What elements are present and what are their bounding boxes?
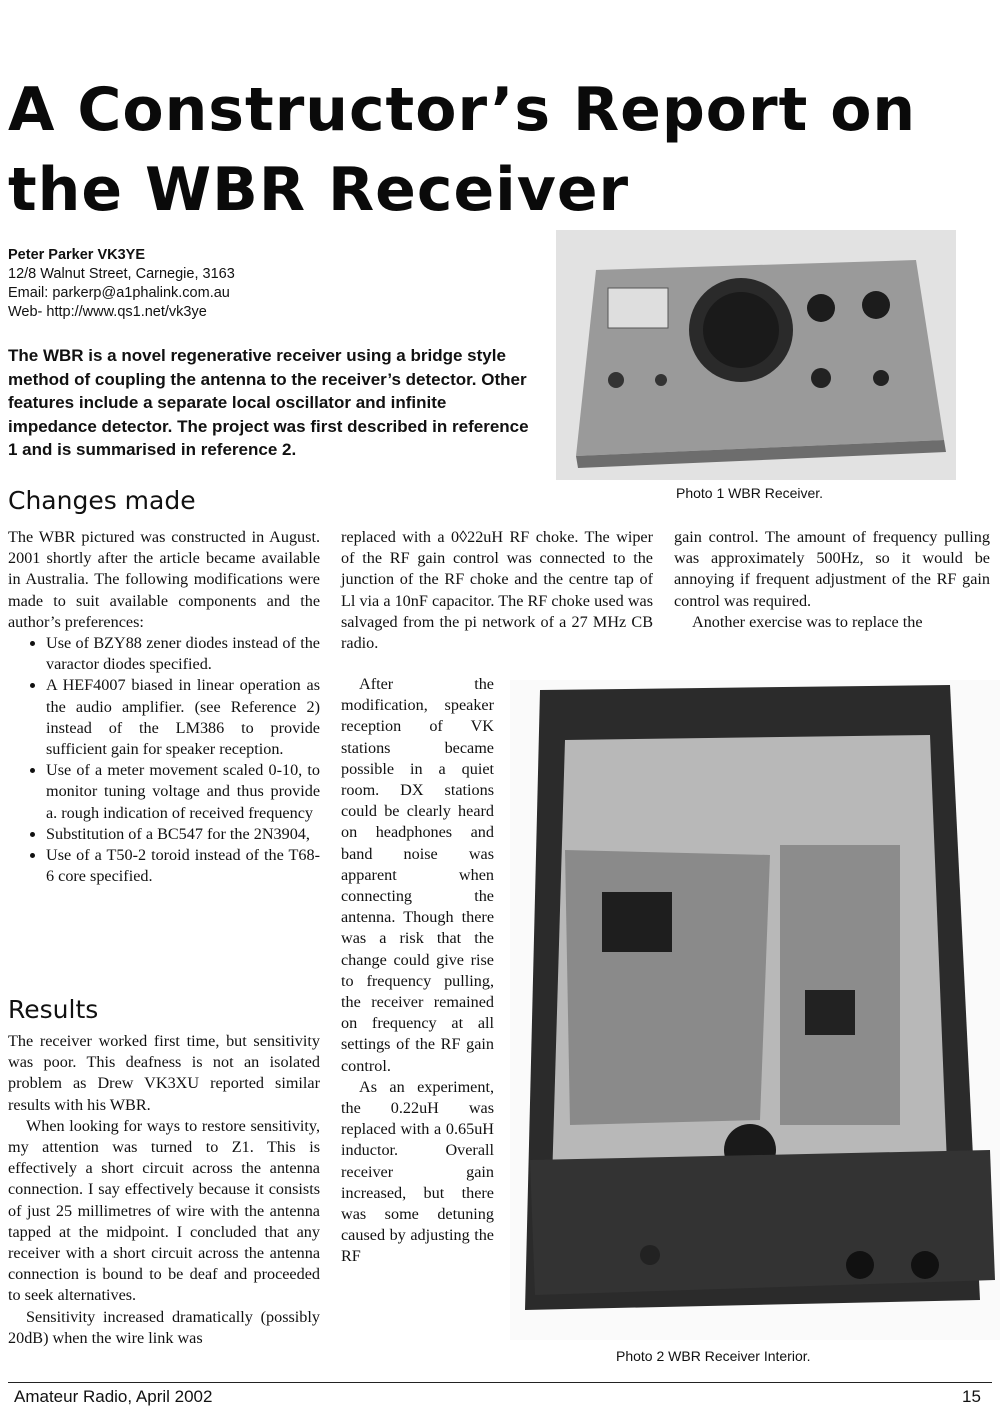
author-web: Web- http://www.qs1.net/vk3ye: [8, 304, 207, 320]
changes-list-item: • A HEF4007 biased in linear operation as the audio amplifier. (see Reference 2) instead of the LM386 to provide sufficient gain for speaker reception.: [46, 675, 320, 760]
results-section: [8, 1031, 320, 1349]
changes-section: [8, 527, 320, 887]
author-name: Peter Parker VK3YE: [8, 247, 146, 263]
body-paragraph: replaced with a 0◊22uH RF choke. The wiper of the RF gain control was connected to the junction of the RF choke and the centre tap of Ll via a 10nF capacitor. The RF choke used was salvaged from the pi network of a 27 MHz CB radio.: [341, 528, 653, 653]
author-email: Email: parkerp@a1phalink.com.au: [8, 285, 230, 301]
body-paragraph: gain control. The amount of frequency pulling was approximately 500Hz, so it would be annoying if frequent adjustment of the RF gain control was required.: [674, 528, 990, 610]
photo-receiver-interior: [510, 680, 1000, 1340]
article-title: A Constructor’s Report on the WBR Receiver: [8, 75, 917, 225]
results-paragraph: When looking for ways to restore sensitivity, my attention was turned to Z1. This is effectively a short circuit across the antenna connection. I say effectively because it consists of just 25 millimetres of wire with the antenna tapped at the midpoint. I concluded that any receiver with a short circuit across the antenna connection is bound to be deaf and proceeded to seek alternatives.: [8, 1116, 320, 1305]
changes-list-item: • Use of a meter movement scaled 0-10, to monitor tuning voltage and thus provide a. rough indication of received frequency: [46, 760, 320, 824]
changes-list-item: • Substitution of a BC547 for the 2N3904,: [46, 824, 320, 845]
changes-list-item: • Use of a T50-2 toroid instead of the T68-6 core specified.: [46, 845, 320, 887]
body-paragraph: Another exercise was to replace the: [692, 612, 923, 631]
footer-rule: [8, 1382, 992, 1383]
column-2-top: [341, 527, 653, 654]
photo-1-caption: Photo 1 WBR Receiver.: [676, 485, 824, 501]
results-heading: Results: [8, 995, 99, 1024]
results-paragraph: Sensitivity increased dramatically (possibly 20dB) when the wire link was: [8, 1307, 320, 1347]
changes-heading: Changes made: [8, 486, 196, 515]
changes-list: [8, 633, 320, 887]
column-2-narrow: [341, 674, 494, 1268]
photo-receiver: [556, 230, 956, 480]
author-address: 12/8 Walnut Street, Carnegie, 3163: [8, 266, 235, 282]
body-paragraph: As an experiment, the 0.22uH was replaced with a 0.65uH inductor. Overall receiver gain increased, but there was some detuning caused by adjusting the RF: [341, 1077, 494, 1266]
body-paragraph: After the modification, speaker reception of VK stations became possible in a quiet room. DX stations could be clearly heard on headphones and band noise was apparent when connecting the antenna. Though there was a risk that the change could give rise to frequency pulling, the receiver remained on frequency at all settings of the RF gain control.: [341, 675, 494, 1075]
page-number: 15: [962, 1387, 981, 1406]
footer-publication: Amateur Radio, April 2002: [14, 1387, 213, 1406]
author-block: [8, 246, 528, 322]
column-3: [674, 527, 990, 633]
results-paragraph: The receiver worked first time, but sensitivity was poor. This deafness is not an isolated problem as Drew VK3XU reported similar results with his WBR.: [8, 1032, 320, 1114]
changes-list-item: • Use of BZY88 zener diodes instead of the varactor diodes specified.: [46, 633, 320, 675]
abstract: The WBR is a novel regenerative receiver using a bridge style method of coupling the antenna to the receiver’s detector. Other features include a separate local oscillator and infinite impedance detector. The project was first described in reference 1 and is summarised in reference 2.: [8, 346, 529, 459]
photo-2-caption: Photo 2 WBR Receiver Interior.: [616, 1348, 811, 1364]
changes-intro: The WBR pictured was constructed in August. 2001 shortly after the article became available in Australia. The following modifications were made to suit available components and the author’s preferences:: [8, 528, 320, 631]
